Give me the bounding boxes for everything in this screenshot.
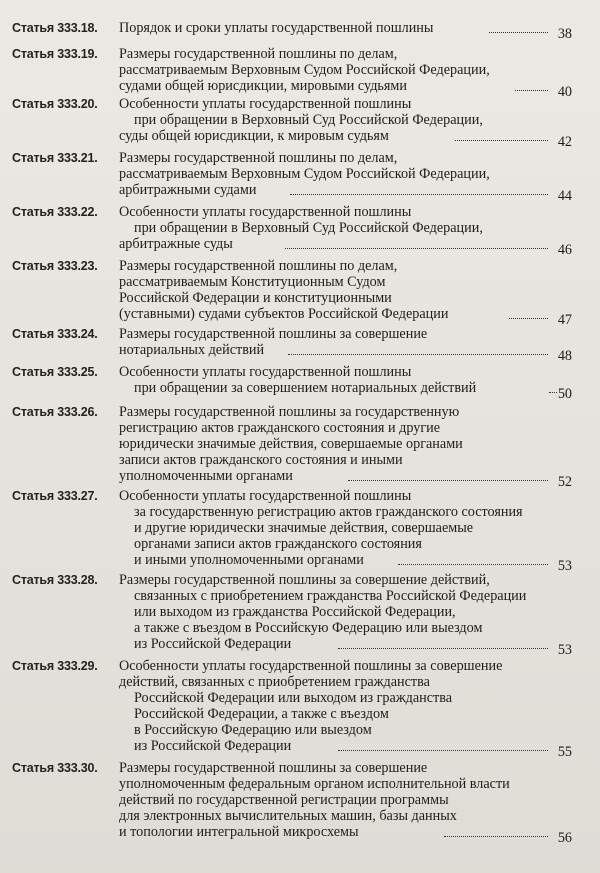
article-title-line: органами записи актов гражданского состояния — [134, 536, 422, 552]
page-number: 47 — [557, 312, 572, 328]
article-title-line: Размеры государственной пошлины за государственную — [119, 404, 460, 420]
page-number: 52 — [557, 474, 572, 490]
dot-leader — [290, 192, 548, 195]
article-number: Статья 333.23. — [12, 259, 98, 273]
article-title-line: при обращении за совершением нотариальных действий — [134, 380, 477, 396]
article-title-line: и топологии интегральной микросхемы — [119, 824, 359, 840]
article-title-line: в Российскую Федерацию или выездом — [134, 722, 372, 738]
article-title-line: записи актов гражданского состояния и иными — [119, 452, 403, 468]
page-number: 44 — [557, 188, 572, 204]
article-title-line: арбитражные суды — [119, 236, 233, 252]
article-title-line: Размеры государственной пошлины по делам, — [119, 150, 398, 166]
article-number: Статья 333.26. — [12, 405, 98, 419]
dot-leader — [515, 88, 548, 91]
dot-leader — [398, 562, 548, 565]
article-number: Статья 333.29. — [12, 659, 98, 673]
page-number: 53 — [557, 558, 572, 574]
article-title-line: Размеры государственной пошлины за совершение — [119, 760, 428, 776]
dot-leader — [338, 646, 548, 649]
article-title-line: Размеры государственной пошлины за совершение — [119, 326, 428, 342]
article-title-line: Порядок и сроки уплаты государственной пошлины — [119, 20, 434, 36]
dot-leader — [489, 30, 548, 33]
article-title-line: Особенности уплаты государственной пошлины — [119, 364, 412, 380]
article-title-line: Особенности уплаты государственной пошлины — [119, 204, 412, 220]
article-title-line: и иными уполномоченными органами — [134, 552, 364, 568]
page-number: 40 — [557, 84, 572, 100]
article-title-line: действий по государственной регистрации программы — [119, 792, 449, 808]
article-number: Статья 333.19. — [12, 47, 98, 61]
article-title-line: Размеры государственной пошлины за совершение действий, — [119, 572, 490, 588]
article-number: Статья 333.24. — [12, 327, 98, 341]
article-number: Статья 333.22. — [12, 205, 98, 219]
article-title-line: регистрацию актов гражданского состояния и другие — [119, 420, 441, 436]
page-number: 42 — [557, 134, 572, 150]
page-number: 53 — [557, 642, 572, 658]
article-title-line: рассматриваемым Верховным Судом Российской Федерации, — [119, 62, 490, 78]
article-title-line: из Российской Федерации — [134, 636, 292, 652]
dot-leader — [348, 478, 548, 481]
article-title-line: суды общей юрисдикции, к мировым судьям — [119, 128, 389, 144]
article-title-line: Размеры государственной пошлины по делам, — [119, 258, 398, 274]
article-title-line: рассматриваемым Конституционным Судом — [119, 274, 386, 290]
article-title-line: Российской Федерации, а также с въездом — [134, 706, 389, 722]
article-title-line: из Российской Федерации — [134, 738, 292, 754]
dot-leader — [549, 390, 557, 393]
article-title-line: при обращении в Верховный Суд Российской Федерации, — [134, 112, 483, 128]
dot-leader — [285, 246, 548, 249]
article-number: Статья 333.25. — [12, 365, 98, 379]
article-title-line: уполномоченным федеральным органом исполнительной власти — [119, 776, 510, 792]
dot-leader — [338, 748, 548, 751]
page-number: 55 — [557, 744, 572, 760]
article-title-line: за государственную регистрацию актов гражданского состояния — [134, 504, 523, 520]
article-title-line: уполномоченными органами — [119, 468, 293, 484]
article-title-line: юридически значимые действия, совершаемые органами — [119, 436, 463, 452]
article-title-line: судами общей юрисдикции, мировыми судьями — [119, 78, 407, 94]
article-title-line: для электронных вычислительных машин, базы данных — [119, 808, 457, 824]
article-title-line: действий, связанных с приобретением гражданства — [119, 674, 430, 690]
page-number: 50 — [557, 386, 572, 402]
article-title-line: или выходом из гражданства Российской Федерации, — [134, 604, 456, 620]
article-number: Статья 333.21. — [12, 151, 98, 165]
article-title-line: Российской Федерации или выходом из гражданства — [134, 690, 453, 706]
article-number: Статья 333.30. — [12, 761, 98, 775]
page-number: 38 — [557, 26, 572, 42]
page-number: 48 — [557, 348, 572, 364]
article-title-line: и другие юридически значимые действия, совершаемые — [134, 520, 474, 536]
article-title-line: Особенности уплаты государственной пошлины — [119, 488, 412, 504]
dot-leader — [288, 352, 548, 355]
article-title-line: Особенности уплаты государственной пошлины за совершение — [119, 658, 503, 674]
article-number: Статья 333.20. — [12, 97, 98, 111]
dot-leader — [444, 834, 548, 837]
article-title-line: арбитражными судами — [119, 182, 257, 198]
article-title-line: рассматриваемым Верховным Судом Российской Федерации, — [119, 166, 490, 182]
page-number: 46 — [557, 242, 572, 258]
article-number: Статья 333.27. — [12, 489, 98, 503]
article-title-line: Российской Федерации и конституционными — [119, 290, 392, 306]
article-title-line: нотариальных действий — [119, 342, 265, 358]
article-number: Статья 333.18. — [12, 21, 98, 35]
article-title-line: Особенности уплаты государственной пошлины — [119, 96, 412, 112]
article-title-line: связанных с приобретением гражданства Российской Федерации — [134, 588, 527, 604]
dot-leader — [455, 138, 548, 141]
article-title-line: а также с въездом в Российскую Федерацию или выездом — [134, 620, 483, 636]
article-title-line: (уставными) судами субъектов Российской Федерации — [119, 306, 449, 322]
page-number: 56 — [557, 830, 572, 846]
article-title-line: при обращении в Верховный Суд Российской Федерации, — [134, 220, 483, 236]
dot-leader — [509, 316, 548, 319]
article-number: Статья 333.28. — [12, 573, 98, 587]
article-title-line: Размеры государственной пошлины по делам, — [119, 46, 398, 62]
